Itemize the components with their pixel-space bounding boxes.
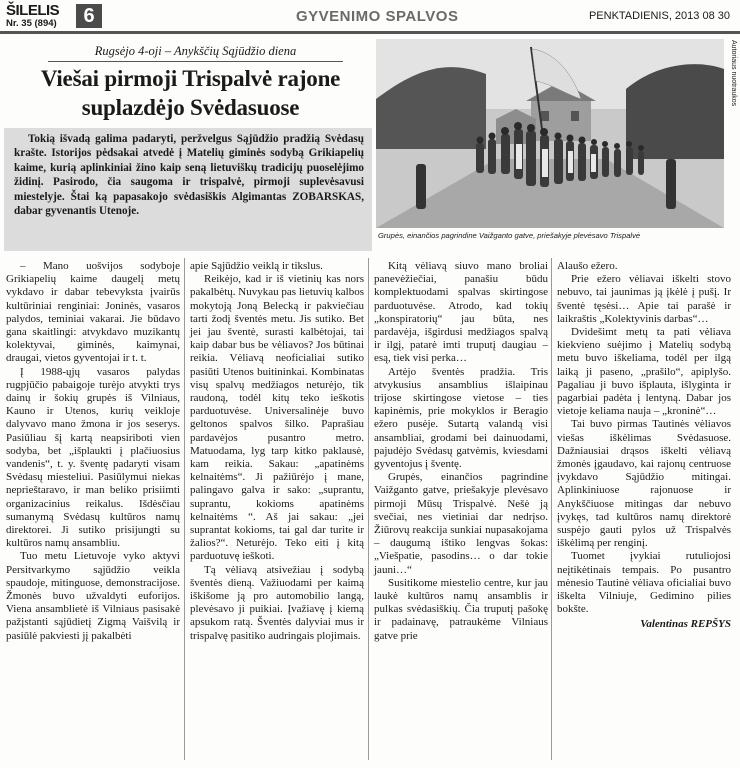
paragraph: Tuomet įvykiai rutuliojosi neįtikėtinais tempais. Po pusantro mėnesio Tautinė vėliava oficialiai buvo iškelta Vilniuje, Gedimino pilies bokšte. [557,550,731,616]
paragraph: Tą vėliavą atsivežiau į sodybą šventės dieną. Važiuodami per kaimą iškišome ją pro automobilio langą, plevėsavo ji puikiai. Įvažiavę į kiemą apsukom ratą. Šventės dalyviai mus ir trispalvę pasitiko audringais plojimais. [190,563,364,642]
paragraph: Grupės, einančios pagrindine Vaižganto gatve, priešakyje plevėsavo pirmoji Mūsų Trispalvė. Nešė ją svečiai, nes vietiniai dar nedrįso. Žiūrovų reakcija sunkiai nupasakojama – daugumą ištiko lengvas šokas: „Viešpatie, pasodins… o dar tokie jauni…“ [374,471,548,576]
paragraph: – Mano uošvijos sodyboje Grikiapelių kaime daugelį metų vykdavo ir dabar tebevyksta įvairūs kultūriniai renginiai: Joninės, vasaros palydos, teminiai vakarai. Jie būdavo gana skaitlingi: atvykdavo muzikantų kolektyvai, giminės, kaimynai, draugai, vietos gyventojai ir t. t. [6,260,180,365]
paragraph: apie Sąjūdžio veiklą ir tikslus. [190,260,323,272]
paragraph: Kitą vėliavą siuvo mano broliai panevėžiečiai, panašiu būdu komplektuodami spalvas skirtingose parduotuvėse. Atrodo, kad tokių „konspiratorių“ jau būta, nes pardavėja, išgirdusi medžiagos spalvą ir ilgį, patarė imti truputį daugiau – esą, tiek visi perka… [374,260,548,365]
article-headline: Viešai pirmoji Trispalvė rajone suplazdėjo Svėdasuose [40,66,341,120]
paragraph: Prie ežero vėliavai iškelti stovo nebuvo, tai jaunimas ją įkėlė į pušį. Ir šventė tęsėsi… Apie tai parašė ir laikraštis „Kolektyvinis darbas“… [557,273,731,325]
photo-caption: Grupės, einančios pagrindine Vaižganto gatve, priešakyje plevėsavo Trispalvė [378,231,641,240]
paragraph: Alaušo ežero. [557,260,618,272]
paragraph: Tai buvo pirmas Tautinės vėliavos viešas iškėlimas Svėdasuose. Dažniausiai drąsos iškelti vėliavą žmonės įgaudavo, kai rajonų centruose įvykdavo Sąjūdžio mitingai. Aplinkiniuose rajonuose ir Anykščiuose mitingas dar nebuvo įvykęs, tad kultūros namų direktorė suspėjo gauti pylos už Trispalvės iškėlimą per renginį. [557,418,731,550]
article-byline: Valentinas REPŠYS [640,618,731,631]
masthead-rule [0,31,740,34]
paragraph: Dvidešimt metų ta pati vėliava kiekvieno suėjimo į Matelių sodybą metu buvo iškeliama, todėl per ilgą laiką ji paseno, „prašilo“, apiplyšo. Pagaliau ji buvo išplauta, išlyginta ir pagarbiai padėta į lentyną. Dabar jos vietoje keliama nauja – „kroninė“… [557,326,731,418]
article-lead-box [4,128,372,251]
column-divider [551,258,552,760]
section-title: GYVENIMO SPALVOS [296,8,459,25]
issue-date: PENKTADIENIS, 2013 08 30 [588,10,730,22]
paragraph: Reikėjo, kad ir iš vietinių kas nors pakalbėtų. Nuvykau pas lietuvių kalbos mokytoją Joną Belecką ir pakviečiau tarti žodį šventės metu. Jis sutiko. Bet jei jau šventė, surasti kalbėtojai, tai kaip dabar bus be vėliavos? Jos būtinai reikia. Vėliavą neoficialiai sutiko pasiūti Utenos buitininkai. Kombinatas visų spalvų medžiagos neturėjo, tik raudoną, todėl kitų teko ieškotis parduotuvėse. Universalinėje buvo geltonos spalvos šilko. Paprašiau pardavėjos pusantro metro. Matuodama, lyg tarp kitko paklausė, kam reikia. Sakau: „apatinėms kelnaitėms“. Ji pažiūrėjo į mane, palingavo galva ir sako: „suprantu, suprantu, kokioms apatinėms kelnaitėms “. Aš jai sakau: „jei suprantat kokioms, tai gal dar turite ir žalios?“. Neturėjo. Teko eiti į kitą parduotuvę ieškoti. [190,273,364,563]
issue-number: Nr. 35 (894) [6,18,57,29]
paragraph: Į 1988-ųjų vasaros palydas rugpjūčio pabaigoje turėjo atvykti trys dainų ir šokių grupės iš Vilniaus, Kauno ir Utenos, kurių veikloje dalyvavo mano žmona ir jos seserys. Pasiūliau šį kartą neapsiriboti vien sodyba, bet „išplaukti į plačiuosius vandenis“, t. y. šventę padaryti visam Svėdasų miesteliui. Pasiūlymui niekas neprieštaravo, ir man beliko prisiimti organizacinius reikalus. Išdėsčiau sumanymą Svėdasų kultūros namų direktorei. Ji sutiko prisijungti su kultūros namų ansambliu. [6,365,180,550]
article-kicker: Rugsėjo 4-oji – Anykščių Sąjūdžio diena [48,44,343,62]
column-divider [368,258,369,760]
page-number: 6 [76,4,102,28]
masthead [4,4,736,30]
article-column-1 [6,260,180,643]
article-lead: Tokią išvadą galima padaryti, peržvelgus Sąjūdžio pradžią Svėdasų krašte. Istorijos pėdsakai atvedė į Matelių giminės sodybą Grikiapelių kaime, kurią aplinkiniai žino kaip seną lietuviškų tradicijų puoselėjimo židinį. Pasirodo, čia saugoma ir trispalvė, pirmoji suplevėsavusi miestelyje. Štai ką papasakojo svėdasiškis Algimantas ZOBARSKAS, dabar gyvenantis Utenoje. [14,133,364,218]
article-photo [376,39,724,228]
paragraph: Tuo metu Lietuvoje vyko aktyvi Persitvarkymo sąjūdžio veikla spaudoje, mitinguose, demonstracijose. Žmonės buvo užvaldyti euforijos. Viena ansamblietė iš Vilniaus pasisakė pažįstanti sąjūdietį Zigmą Vaišvilą ir pasiūlė pakviesti jį pakalbėti [6,550,180,642]
article-column-2 [190,260,364,643]
article-column-4 [557,260,731,632]
photo-credit [727,40,739,228]
paragraph: Susitikome miestelio centre, kur jau laukė kultūros namų ansamblis ir pulkas svėdasiškių. Čia truputį pašokę ir padainavę, patraukėme Vilniaus gatve prie [374,576,548,642]
paragraph: Artėjo šventės pradžia. Tris atvykusius ansamblius išlaipinau trijose skirtingose vietose – ties kapinėmis, prie mokyklos ir Beragio ežero pusėje. Sutartą valandą visi ansambliai, grodami bei dainuodami, pajudėjo Svėdasų gatvėmis, kviesdami gyventojus į šventę. [374,365,548,471]
photo-credit-text: Autoriaus nuotraukos [730,40,737,107]
newspaper-logo: ŠILELIS [6,2,60,19]
column-divider [184,258,185,760]
article-column-3 [374,260,548,643]
